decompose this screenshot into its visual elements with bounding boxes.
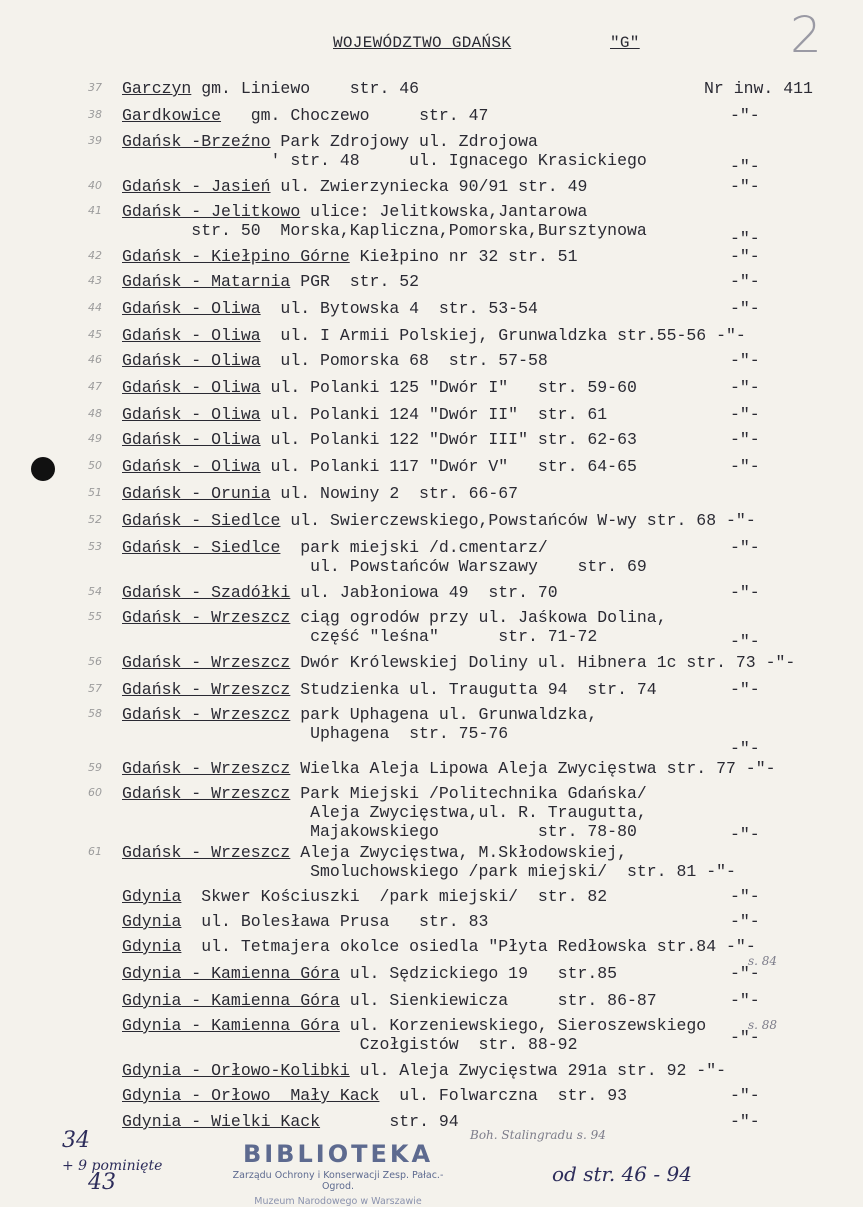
handwritten-note: s. 84 bbox=[748, 954, 778, 968]
entry-details: Dwór Królewskiej Doliny ul. Hibnera 1c str. 73 -"- bbox=[290, 653, 796, 672]
line-number: 50 bbox=[88, 459, 102, 472]
entry-details: ciąg ogrodów przy ul. Jaśkowa Dolina, część "leśna" str. 71-72 bbox=[300, 608, 667, 646]
line-number: 57 bbox=[88, 682, 102, 695]
ditto-mark: -"- bbox=[730, 1112, 760, 1131]
entry-location: Gdańsk - Siedlce bbox=[122, 538, 281, 557]
line-number: 42 bbox=[88, 249, 102, 262]
list-item bbox=[122, 177, 587, 196]
entry-location: Gdańsk - Wrzeszcz bbox=[122, 608, 291, 627]
ditto-mark: -"- bbox=[730, 247, 760, 266]
line-number: 48 bbox=[88, 407, 102, 420]
ditto-mark: -"- bbox=[730, 229, 760, 248]
entry-details: ul. I Armii Polskiej, Grunwaldzka str.55-56 -"- bbox=[260, 326, 746, 345]
entry-details: ul. Bolesława Prusa str. 83 bbox=[181, 912, 489, 931]
entry-details: park Uphagena ul. Grunwaldzka, Uphagena str. 75-76 bbox=[300, 705, 598, 743]
entry-location: Gdańsk -Brzeźno bbox=[122, 132, 271, 151]
line-number: 59 bbox=[88, 761, 102, 774]
entry-details: PGR str. 52 bbox=[290, 272, 420, 291]
line-number: 41 bbox=[88, 204, 102, 217]
ditto-mark: -"- bbox=[730, 351, 760, 370]
entry-details: Skwer Kościuszki /park miejski/ str. 82 bbox=[181, 887, 608, 906]
ditto-mark: -"- bbox=[730, 157, 760, 176]
entry-details: ul. Zwierzyniecka 90/91 str. 49 bbox=[270, 177, 588, 196]
handwritten-plus: + 9 pominięte bbox=[62, 1158, 163, 1174]
entry-location: Gdańsk - Jelitkowo bbox=[122, 202, 301, 221]
entry-location: Gdańsk - Jasień bbox=[122, 177, 271, 196]
line-number: 60 bbox=[88, 786, 102, 799]
entry-location: Gdynia - Kamienna Góra bbox=[122, 991, 340, 1010]
ditto-mark: -"- bbox=[730, 538, 760, 557]
entry-location: Gdynia - Orłowo-Kolibki bbox=[122, 1061, 350, 1080]
entry-location: Gdańsk - Oliwa bbox=[122, 326, 261, 345]
ditto-mark: -"- bbox=[730, 430, 760, 449]
list-item bbox=[122, 378, 637, 397]
entry-details: ul. Folwarczna str. 93 bbox=[379, 1086, 627, 1105]
library-stamp bbox=[218, 1140, 458, 1207]
line-number: 49 bbox=[88, 432, 102, 445]
ditto-mark: -"- bbox=[730, 739, 760, 758]
list-item bbox=[122, 843, 736, 881]
entry-location: Gdańsk - Szadółki bbox=[122, 583, 291, 602]
ditto-mark: -"- bbox=[730, 887, 760, 906]
stamp-title: BIBLIOTEKA bbox=[242, 1140, 434, 1168]
line-number: 51 bbox=[88, 486, 102, 499]
list-item bbox=[122, 887, 607, 906]
ditto-mark: -"- bbox=[730, 177, 760, 196]
handwritten-total: 43 bbox=[88, 1170, 116, 1195]
entry-details: park miejski /d.cmentarz/ ul. Powstańców Warszawy str. 69 bbox=[300, 538, 647, 576]
list-item bbox=[122, 202, 647, 240]
entry-details: ul. Aleja Zwycięstwa 291a str. 92 -"- bbox=[349, 1061, 727, 1080]
line-number: 43 bbox=[88, 274, 102, 287]
page-number-handwritten: 2 bbox=[790, 6, 822, 64]
list-item bbox=[122, 705, 597, 743]
list-item bbox=[122, 538, 647, 576]
list-item bbox=[122, 653, 795, 672]
list-item bbox=[122, 326, 746, 345]
entry-location: Gdańsk - Oliwa bbox=[122, 405, 261, 424]
entry-details: gm. Choczewo str. 47 bbox=[221, 106, 489, 125]
entry-location: Gdańsk - Kiełpino Górne bbox=[122, 247, 350, 266]
list-item bbox=[122, 759, 776, 778]
entry-location: Garczyn bbox=[122, 79, 192, 98]
section-letter: "G" bbox=[610, 34, 640, 52]
entry-details: ulice: Jelitkowska,Jantarowa str. 50 Morska,Kapliczna,Pomorska,Bursztynowa bbox=[191, 202, 647, 240]
list-item bbox=[122, 430, 637, 449]
list-item bbox=[122, 1112, 459, 1131]
line-number: 40 bbox=[88, 179, 102, 192]
ditto-mark: -"- bbox=[730, 1086, 760, 1105]
list-item bbox=[122, 608, 667, 646]
list-item bbox=[122, 1061, 726, 1080]
entry-details: Kiełpino nr 32 str. 51 bbox=[349, 247, 578, 266]
line-number: 53 bbox=[88, 540, 102, 553]
entry-details: ul. Pomorska 68 str. 57-58 bbox=[260, 351, 548, 370]
ditto-mark: -"- bbox=[730, 632, 760, 651]
entry-location: Gdynia bbox=[122, 912, 182, 931]
entry-location: Gdańsk - Wrzeszcz bbox=[122, 784, 291, 803]
line-number: 58 bbox=[88, 707, 102, 720]
entry-details: ul. Bytowska 4 str. 53-54 bbox=[260, 299, 538, 318]
ditto-mark: -"- bbox=[730, 964, 760, 983]
list-item bbox=[122, 583, 558, 602]
ditto-mark: -"- bbox=[730, 405, 760, 424]
list-item bbox=[122, 132, 647, 170]
entry-details: ul. Korzeniewskiego, Sieroszewskiego Czołgistów str. 88-92 bbox=[349, 1016, 707, 1054]
line-number: 38 bbox=[88, 108, 102, 121]
entry-location: Gardkowice bbox=[122, 106, 222, 125]
entry-details: ul. Nowiny 2 str. 66-67 bbox=[270, 484, 519, 503]
ditto-mark: -"- bbox=[730, 1028, 760, 1047]
entry-details: ul. Polanki 124 "Dwór II" str. 61 bbox=[260, 405, 608, 424]
stamp-line: Muzeum Narodowego w Warszawie bbox=[254, 1196, 422, 1207]
line-number: 52 bbox=[88, 513, 102, 526]
list-item bbox=[122, 484, 518, 503]
entry-location: Gdańsk - Oliwa bbox=[122, 457, 261, 476]
list-item bbox=[122, 106, 488, 125]
list-item bbox=[122, 299, 538, 318]
list-item bbox=[122, 680, 657, 699]
entry-details: ul. Swierczewskiego,Powstańców W-wy str. 68 -"- bbox=[280, 511, 756, 530]
list-item bbox=[122, 991, 657, 1010]
ditto-mark: -"- bbox=[730, 825, 760, 844]
entry-details: Wielka Aleja Lipowa Aleja Zwycięstwa str. 77 -"- bbox=[290, 759, 776, 778]
ditto-mark: -"- bbox=[730, 680, 760, 699]
list-item bbox=[122, 457, 637, 476]
list-item bbox=[122, 1016, 706, 1054]
ditto-mark: -"- bbox=[730, 106, 760, 125]
entry-location: Gdańsk - Wrzeszcz bbox=[122, 843, 291, 862]
list-item bbox=[122, 79, 419, 98]
list-item bbox=[122, 964, 617, 983]
entry-location: Gdynia bbox=[122, 937, 182, 956]
line-number: 61 bbox=[88, 845, 102, 858]
line-number: 56 bbox=[88, 655, 102, 668]
ditto-mark: -"- bbox=[730, 912, 760, 931]
entry-location: Gdańsk - Siedlce bbox=[122, 511, 281, 530]
list-item bbox=[122, 405, 607, 424]
list-item bbox=[122, 272, 419, 291]
entry-location: Gdańsk - Wrzeszcz bbox=[122, 653, 291, 672]
entry-location: Gdańsk - Orunia bbox=[122, 484, 271, 503]
entry-details: ul. Tetmajera okolce osiedla "Płyta Redłowska str.84 -"- bbox=[181, 937, 756, 956]
line-number: 45 bbox=[88, 328, 102, 341]
list-item bbox=[122, 784, 647, 841]
page-title: WOJEWÓDZTWO GDAŃSK bbox=[333, 34, 512, 52]
ditto-mark: -"- bbox=[730, 299, 760, 318]
entry-location: Gdańsk - Oliwa bbox=[122, 430, 261, 449]
list-item bbox=[122, 511, 756, 530]
entry-location: Gdańsk - Wrzeszcz bbox=[122, 759, 291, 778]
entry-location: Gdynia - Kamienna Góra bbox=[122, 964, 340, 983]
entry-location: Gdynia - Wielki Kack bbox=[122, 1112, 321, 1131]
entry-details: ul. Polanki 122 "Dwór III" str. 62-63 bbox=[260, 430, 637, 449]
ditto-mark: -"- bbox=[730, 991, 760, 1010]
handwritten-page-range: od str. 46 - 94 bbox=[552, 1162, 692, 1186]
entry-location: Gdańsk - Wrzeszcz bbox=[122, 680, 291, 699]
line-number: 39 bbox=[88, 134, 102, 147]
entry-location: Gdańsk - Wrzeszcz bbox=[122, 705, 291, 724]
entry-location: Gdańsk - Matarnia bbox=[122, 272, 291, 291]
line-number: 37 bbox=[88, 81, 102, 94]
entry-details: ul. Polanki 117 "Dwór V" str. 64-65 bbox=[260, 457, 637, 476]
list-item bbox=[122, 247, 578, 266]
entry-location: Gdynia - Orłowo Mały Kack bbox=[122, 1086, 380, 1105]
entry-details: Park Zdrojowy ul. Zdrojowa ' str. 48 ul. Ignacego Krasickiego bbox=[270, 132, 647, 170]
list-item bbox=[122, 351, 548, 370]
entry-location: Gdańsk - Oliwa bbox=[122, 299, 261, 318]
entry-details: Studzienka ul. Traugutta 94 str. 74 bbox=[290, 680, 657, 699]
entry-location: Gdynia - Kamienna Góra bbox=[122, 1016, 340, 1035]
entry-location: Gdańsk - Oliwa bbox=[122, 378, 261, 397]
entry-details: ul. Sienkiewicza str. 86-87 bbox=[339, 991, 657, 1010]
list-item bbox=[122, 1086, 627, 1105]
entry-details: gm. Liniewo str. 46 bbox=[191, 79, 420, 98]
ditto-mark: -"- bbox=[730, 378, 760, 397]
entry-details: ul. Jabłoniowa 49 str. 70 bbox=[290, 583, 558, 602]
list-item bbox=[122, 937, 756, 956]
inventory-number: Nr inw. 411 bbox=[704, 79, 813, 98]
ditto-mark: -"- bbox=[730, 272, 760, 291]
stamp-line: Zarządu Ochrony i Konserwacji Zesp. Pałac.-Ogrod. bbox=[232, 1170, 444, 1192]
entry-details: str. 94 bbox=[320, 1112, 459, 1131]
entry-location: Gdynia bbox=[122, 887, 182, 906]
line-number: 54 bbox=[88, 585, 102, 598]
handwritten-note: Boh. Stalingradu s. 94 bbox=[470, 1128, 606, 1142]
line-number: 46 bbox=[88, 353, 102, 366]
punch-hole bbox=[31, 457, 55, 481]
entry-details: Park Miejski /Politechnika Gdańska/ Aleja Zwycięstwa,ul. R. Traugutta, Majakowskiego str. 78-80 bbox=[300, 784, 647, 841]
line-number: 47 bbox=[88, 380, 102, 393]
line-number: 55 bbox=[88, 610, 102, 623]
handwritten-count: 34 bbox=[62, 1128, 90, 1153]
ditto-mark: -"- bbox=[730, 457, 760, 476]
entry-details: Aleja Zwycięstwa, M.Skłodowskiej, Smoluchowskiego /park miejski/ str. 81 -"- bbox=[300, 843, 736, 881]
list-item bbox=[122, 912, 488, 931]
line-number: 44 bbox=[88, 301, 102, 314]
entry-location: Gdańsk - Oliwa bbox=[122, 351, 261, 370]
entry-details: ul. Sędzickiego 19 str.85 bbox=[339, 964, 618, 983]
ditto-mark: -"- bbox=[730, 583, 760, 602]
handwritten-note: s. 88 bbox=[748, 1018, 778, 1032]
entry-details: ul. Polanki 125 "Dwór I" str. 59-60 bbox=[260, 378, 637, 397]
